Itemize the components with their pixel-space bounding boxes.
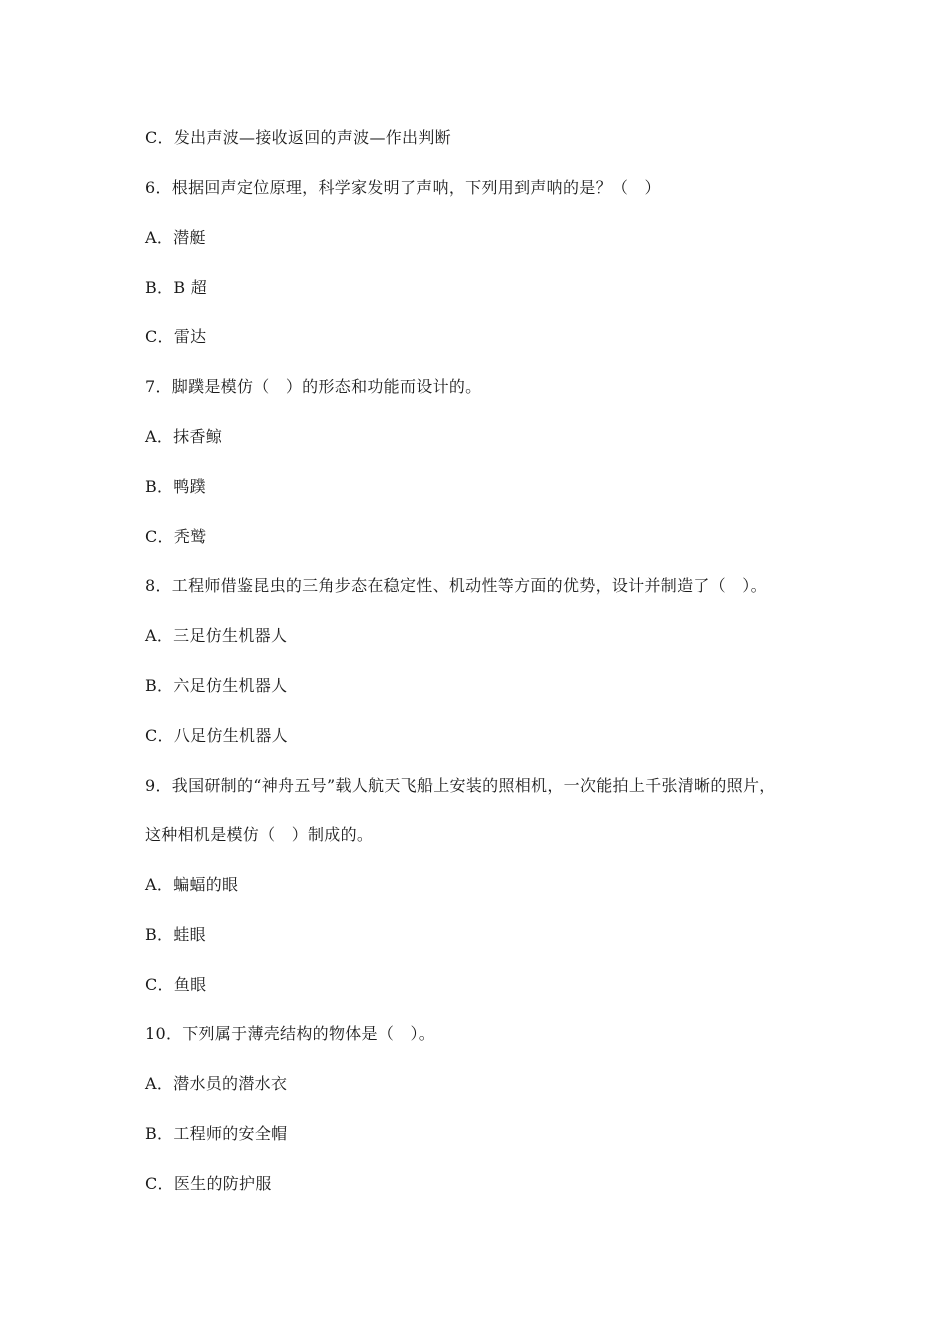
q8-question: 8．工程师借鉴昆虫的三角步态在稳定性、机动性等方面的优势，设计并制造了（ ）。 [145, 576, 767, 595]
q8-option-c: C．八足仿生机器人 [145, 726, 288, 745]
q6-option-a: A．潜艇 [145, 228, 206, 247]
q7-question: 7．脚蹼是模仿（ ）的形态和功能而设计的。 [145, 377, 482, 396]
q6-option-b: B．B 超 [145, 278, 208, 297]
q9-option-b: B．蛙眼 [145, 925, 206, 944]
q10-option-c: C．医生的防护服 [145, 1174, 272, 1193]
q8-option-b: B．六足仿生机器人 [145, 676, 288, 695]
q7-option-a: A．抹香鲸 [145, 427, 223, 446]
q9-question-cont: 这种相机是模仿（ ）制成的。 [145, 825, 374, 844]
q9-option-c: C．鱼眼 [145, 975, 207, 994]
q10-question: 10．下列属于薄壳结构的物体是（ ）。 [145, 1024, 436, 1043]
q8-option-a: A．三足仿生机器人 [145, 626, 288, 645]
q9-option-a: A．蝙蝠的眼 [145, 875, 239, 894]
q10-option-a: A．潜水员的潜水衣 [145, 1074, 288, 1093]
q7-option-c: C．秃鹫 [145, 527, 207, 546]
q10-option-b: B．工程师的安全帽 [145, 1124, 288, 1143]
q5-option-c: C．发出声波—接收返回的声波—作出判断 [145, 128, 451, 147]
q9-question: 9．我国研制的“神舟五号”载人航天飞船上安装的照相机，一次能拍上千张清晰的照片， [145, 776, 776, 795]
q6-question: 6．根据回声定位原理，科学家发明了声呐，下列用到声呐的是？（ ） [145, 178, 661, 197]
q6-option-c: C．雷达 [145, 327, 207, 346]
q7-option-b: B．鸭蹼 [145, 477, 206, 496]
